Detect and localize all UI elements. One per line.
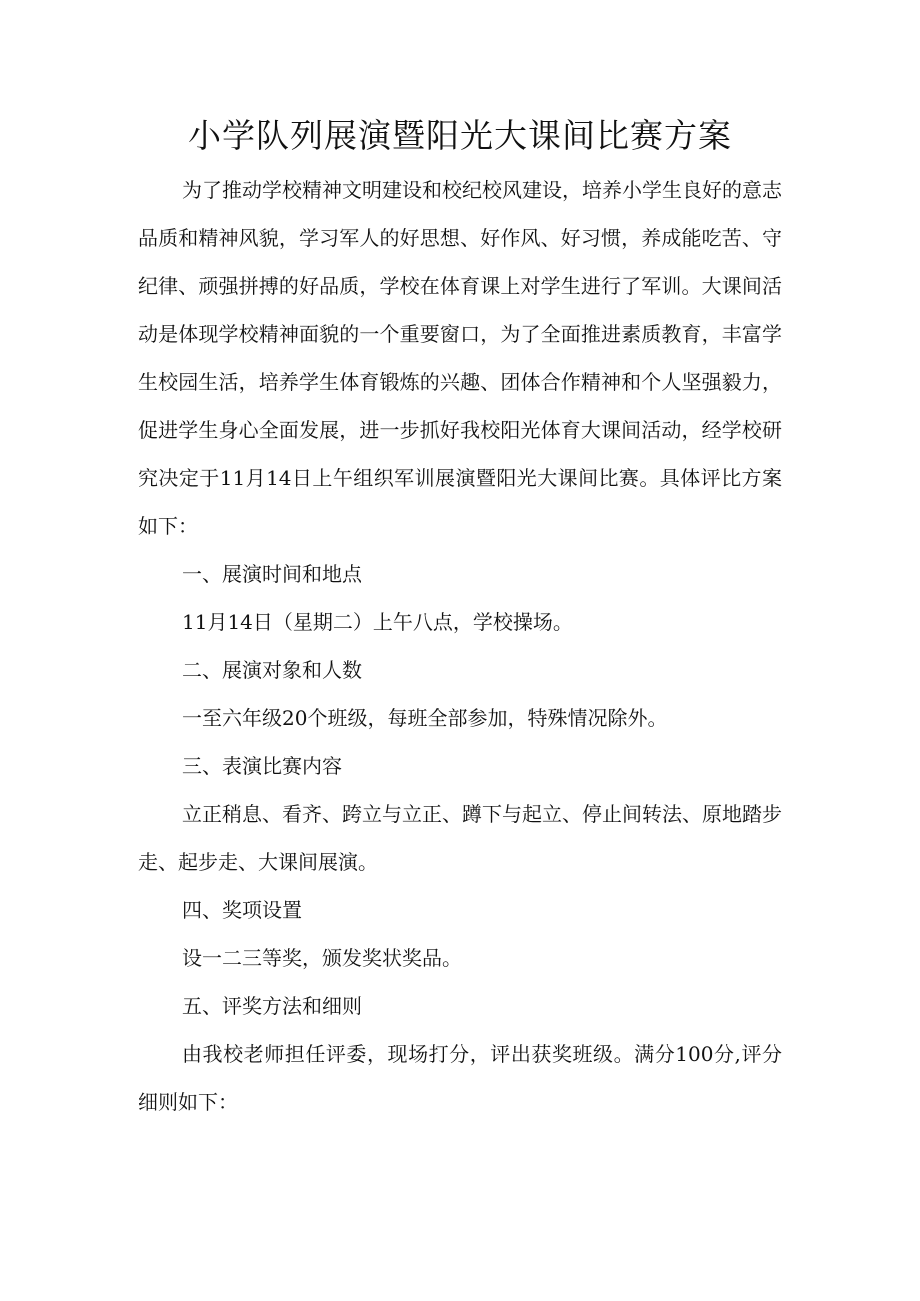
document-body [138, 166, 782, 1126]
section-text-time-place: 11月14日（星期二）上午八点，学校操场。 [182, 610, 573, 634]
document-title: 小学队列展演暨阳光大课间比赛方案 [188, 116, 732, 155]
section-heading-awards: 四、奖项设置 [182, 898, 302, 922]
section-text-participants: 一至六年级20个班级，每班全部参加，特殊情况除外。 [182, 706, 668, 730]
section-heading-participants: 二、展演对象和人数 [182, 658, 362, 682]
section-heading-judging: 五、评奖方法和细则 [182, 994, 362, 1018]
section-heading-content: 三、表演比赛内容 [182, 754, 342, 778]
section-text-awards: 设一二三等奖，颁发奖状奖品。 [182, 946, 462, 970]
intro-paragraph: 为了推动学校精神文明建设和校纪校风建设，培养小学生良好的意志品质和精神风貌，学习军人的好思想、好作风、好习惯，养成能吃苦、守纪律、顽强拼搏的好品质，学校在体育课上对学生进行了军训。大课间活动是体现学校精神面貌的一个重要窗口，为了全面推进素质教育，丰富学生校园生活，培养学生体育锻炼的兴趣、团体合作精神和个人坚强毅力，促进学生身心全面发展，进一步抓好我校阳光体育大课间活动，经学校研究决定于11月14日上午组织军训展演暨阳光大课间比赛。具体评比方案如下： [138, 178, 782, 538]
section-heading-time-place: 一、展演时间和地点 [182, 562, 362, 586]
section-text-judging: 由我校老师担任评委，现场打分，评出获奖班级。满分100分,评分细则如下： [138, 1042, 782, 1114]
section-text-content: 立正稍息、看齐、跨立与立正、蹲下与起立、停止间转法、原地踏步走、起步走、大课间展演。 [138, 802, 782, 874]
